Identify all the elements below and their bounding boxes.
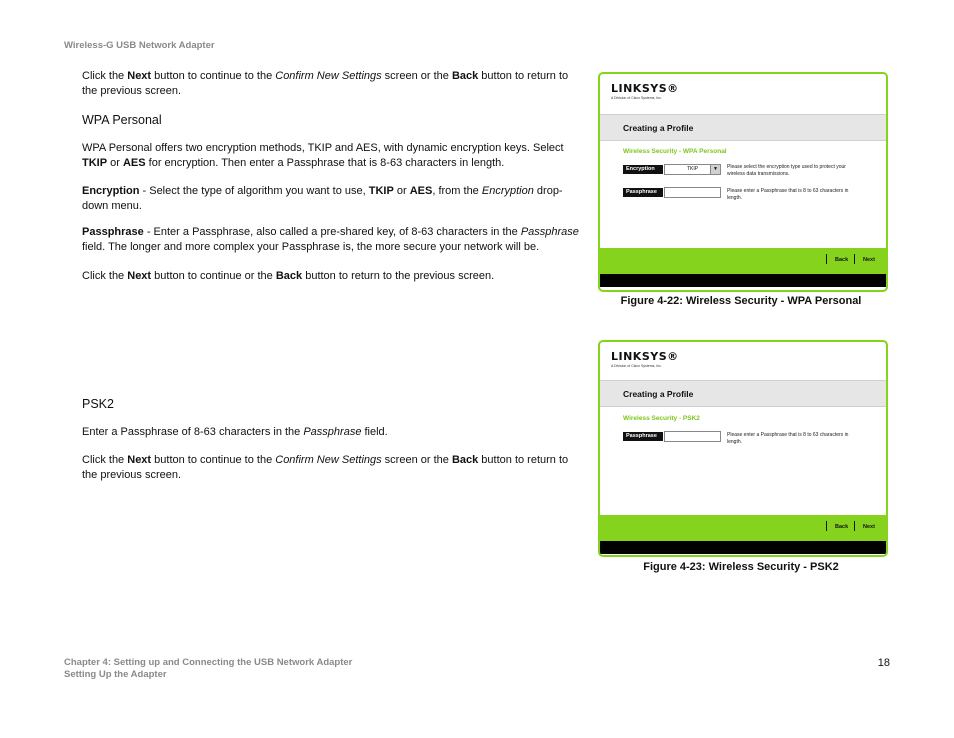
button-bar — [600, 515, 886, 541]
passphrase-help: Please enter a Passphrase that is 8 to 63 characters in length. — [727, 432, 849, 445]
next-button[interactable]: Next — [863, 257, 875, 263]
psk2-heading: PSK2 — [82, 397, 114, 411]
wpa-personal-heading: WPA Personal — [82, 113, 162, 127]
figure-4-23-caption: Figure 4-23: Wireless Security - PSK2 — [643, 561, 839, 573]
separator — [826, 521, 827, 531]
page-number: 18 — [877, 657, 890, 669]
passphrase-label: Passphrase — [623, 188, 663, 197]
running-header: Wireless-G USB Network Adapter — [64, 40, 215, 51]
wpa-personal-paragraph: WPA Personal offers two encryption methods, TKIP and AES, with dynamic encryption keys. Select TKIP or AES for encryption. Then enter a Passphrase that is 8-63 characters in length. — [82, 142, 564, 169]
passphrase-input[interactable] — [664, 431, 721, 442]
security-subtitle: Wireless Security - PSK2 — [623, 415, 700, 422]
separator — [854, 521, 855, 531]
passphrase-input[interactable] — [664, 187, 721, 198]
passphrase-paragraph: Passphrase - Enter a Passphrase, also called a pre-shared key, of 8-63 characters in the Passphrase field. The longer and more complex your Passphrase is, the more secure your network will be. — [82, 226, 579, 253]
title-band: Creating a Profile — [600, 380, 886, 407]
figure-psk2-screenshot — [598, 340, 888, 557]
footer-chapter: Chapter 4: Setting up and Connecting the USB Network Adapter — [64, 657, 353, 668]
passphrase-label: Passphrase — [623, 432, 663, 441]
back-button[interactable]: Back — [835, 257, 849, 263]
separator — [826, 254, 827, 264]
intro-paragraph: Click the Next button to continue to the Confirm New Settings screen or the Back button to return to the previous screen. — [82, 70, 569, 97]
bottom-bar — [600, 541, 886, 554]
title-band: Creating a Profile — [600, 114, 886, 141]
passphrase-help: Please enter a Passphrase that is 8 to 63 characters in length. — [727, 188, 849, 201]
figure-4-22-caption: Figure 4-22: Wireless Security - WPA Personal — [620, 295, 862, 307]
next-back-paragraph: Click the Next button to continue or the Back button to return to the previous screen. — [82, 270, 495, 282]
figure-wpa-personal-screenshot — [598, 72, 888, 292]
button-bar — [600, 248, 886, 274]
bottom-bar — [600, 274, 886, 287]
linksys-logo: LINKSYS® A Division of Cisco Systems, Inc. — [611, 350, 679, 368]
encryption-select[interactable]: TKIP ▼ — [664, 164, 721, 175]
back-button[interactable]: Back — [835, 524, 849, 530]
security-subtitle: Wireless Security - WPA Personal — [623, 148, 727, 155]
next-button[interactable]: Next — [863, 524, 875, 530]
psk2-paragraph: Enter a Passphrase of 8-63 characters in the Passphrase field. — [82, 426, 388, 438]
separator — [854, 254, 855, 264]
linksys-logo: LINKSYS® A Division of Cisco Systems, Inc. — [611, 82, 679, 100]
encryption-help: Please select the encryption type used to protect your wireless data transmissions. — [727, 164, 846, 177]
chevron-down-icon: ▼ — [710, 165, 720, 174]
psk2-next-back-paragraph: Click the Next button to continue to the Confirm New Settings screen or the Back button to return to the previous screen. — [82, 454, 569, 481]
encryption-paragraph: Encryption - Select the type of algorithm you want to use, TKIP or AES, from the Encryption drop-down menu. — [82, 185, 563, 212]
encryption-label: Encryption — [623, 165, 663, 174]
footer-section: Setting Up the Adapter — [64, 669, 167, 680]
